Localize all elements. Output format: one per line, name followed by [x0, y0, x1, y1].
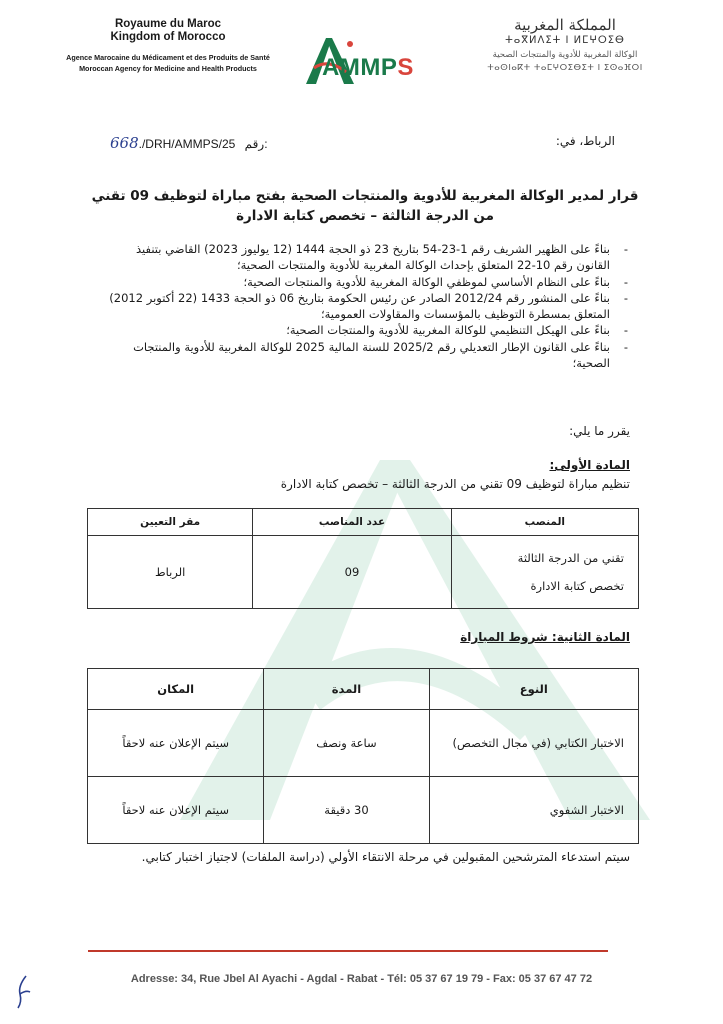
- table-row: [88, 536, 639, 609]
- place-date: الرباط، في:: [555, 134, 615, 148]
- cell-duration: 30 دقيقة: [264, 777, 429, 844]
- table-header-row: [88, 669, 639, 710]
- article1-text: تنظيم مباراة لتوظيف 09 تقني من الدرجة الثالثة – تخصص كتابة الادارة: [280, 477, 630, 491]
- col-header-count: عدد المناصب: [253, 509, 451, 536]
- paraph-signature-icon: [12, 972, 36, 1012]
- header-left-block: [38, 18, 298, 74]
- cell-place: سيتم الإعلان عنه لاحقاً: [88, 710, 264, 777]
- table-row: [88, 710, 639, 777]
- reference-suffix: ./DRH/AMMPS/25: [138, 137, 236, 151]
- footer-address: Adresse: 34, Rue Jbel Al Ayachi - Agdal - Rabat - Tél: 05 37 67 19 79 - Fax: 05 37 67 47 72: [130, 973, 593, 985]
- header-en-kingdom: Kingdom of Morocco: [110, 31, 226, 43]
- cell-place: سيتم الإعلان عنه لاحقاً: [88, 777, 264, 844]
- cell-duration: ساعة ونصف: [264, 710, 429, 777]
- ammps-logo: [300, 32, 440, 92]
- header-tif-agency: ⵜⴰⵙⵏⴰⴽⵜ ⵜⴰⵎⵖⵔⵉⴱⵉⵜ ⵏ ⵉⵙⴰⴼⵔⵏ: [487, 63, 643, 73]
- reference-number: [110, 134, 268, 152]
- list-item: - بناءً على الهيكل التنظيمي للوكالة المغربية للأدوية والمنتجات الصحية؛: [108, 322, 628, 338]
- legal-basis-list: [108, 241, 628, 371]
- header-ar-kingdom: المملكة المغربية: [514, 16, 616, 34]
- list-item: - بناءً على النظام الأساسي لموظفي الوكالة المغربية للأدوية والمنتجات الصحية؛: [108, 274, 628, 290]
- article2-title: المادة الثانية: شروط المباراة: [460, 630, 630, 644]
- article1-title: المادة الأولى:: [549, 458, 630, 472]
- col-header-position: المنصب: [451, 509, 638, 536]
- decision-title: قرار لمدير الوكالة المغربية للأدوية والمنتجات الصحية بفتح مباراة لتوظيف 09 تقني من الدرجة الثالثة – تخصص كتابة الادارة: [91, 188, 639, 224]
- header-fr-kingdom: Royaume du Maroc: [114, 18, 222, 30]
- footer-divider: [88, 950, 608, 952]
- cell-location: الرباط: [88, 536, 253, 609]
- cell-count: 09: [253, 536, 451, 609]
- exam-conditions-table: [87, 668, 639, 844]
- col-header-location: مقر التعيين: [88, 509, 253, 536]
- list-item: - بناءً على الظهير الشريف رقم 1-23-54 بتاريخ 23 ذو الحجة 1444 (12 يوليوز 2023) القاضي بتنفيذ القانون رقم 10-22 المتعلق بإحداث الوكالة المغربية للأدوية والمنتجات الصحية؛: [108, 241, 628, 274]
- cell-type: الاختبار الكتابي (في مجال التخصص): [429, 710, 638, 777]
- table-header-row: [88, 509, 639, 536]
- header-right-block: [440, 16, 690, 74]
- positions-table: [87, 508, 639, 609]
- ammps-logo-text: AMMPS: [322, 54, 414, 81]
- table-row: [88, 777, 639, 844]
- col-header-duration: المدة: [264, 669, 429, 710]
- list-item: - بناءً على القانون الإطار التعديلي رقم 2025/2 للسنة المالية 2025 للوكالة المغربية للأدوية والمنتجات الصحية؛: [108, 339, 628, 372]
- cell-type: الاختبار الشفوي: [429, 777, 638, 844]
- col-header-type: النوع: [429, 669, 638, 710]
- col-header-place: المكان: [88, 669, 264, 710]
- list-item: - بناءً على المنشور رقم 2012/24 الصادر عن رئيس الحكومة بتاريخ 06 ذو الحجة 1433 (22 أكتوبر 2012) المتعلق بمسطرة التوظيف بالمؤسسات والمقاولات العمومية؛: [108, 290, 628, 323]
- closing-paragraph: سيتم استدعاء المترشحين المقبولين في مرحلة الانتقاء الأولي (دراسة الملفات) لاجتياز اختبار كتابي.: [141, 850, 630, 864]
- header-fr-agency: Agence Marocaine du Médicament et des Produits de Santé: [66, 53, 270, 62]
- decides-heading: يقرر ما يلي:: [569, 424, 630, 438]
- header-en-agency: Moroccan Agency for Medicine and Health Products: [79, 64, 257, 73]
- header-tif-kingdom: ⵜⴰⴳⵍⴷⵉⵜ ⵏ ⵍⵎⵖⵔⵉⴱ: [505, 35, 625, 46]
- handwritten-number: 668: [110, 134, 139, 152]
- header-ar-agency: الوكالة المغربية للأدوية والمنتجات الصحية: [492, 50, 638, 60]
- reference-label: رقم:: [244, 137, 268, 151]
- cell-position: تقني من الدرجة الثالثة تخصص كتابة الادارة: [451, 536, 638, 609]
